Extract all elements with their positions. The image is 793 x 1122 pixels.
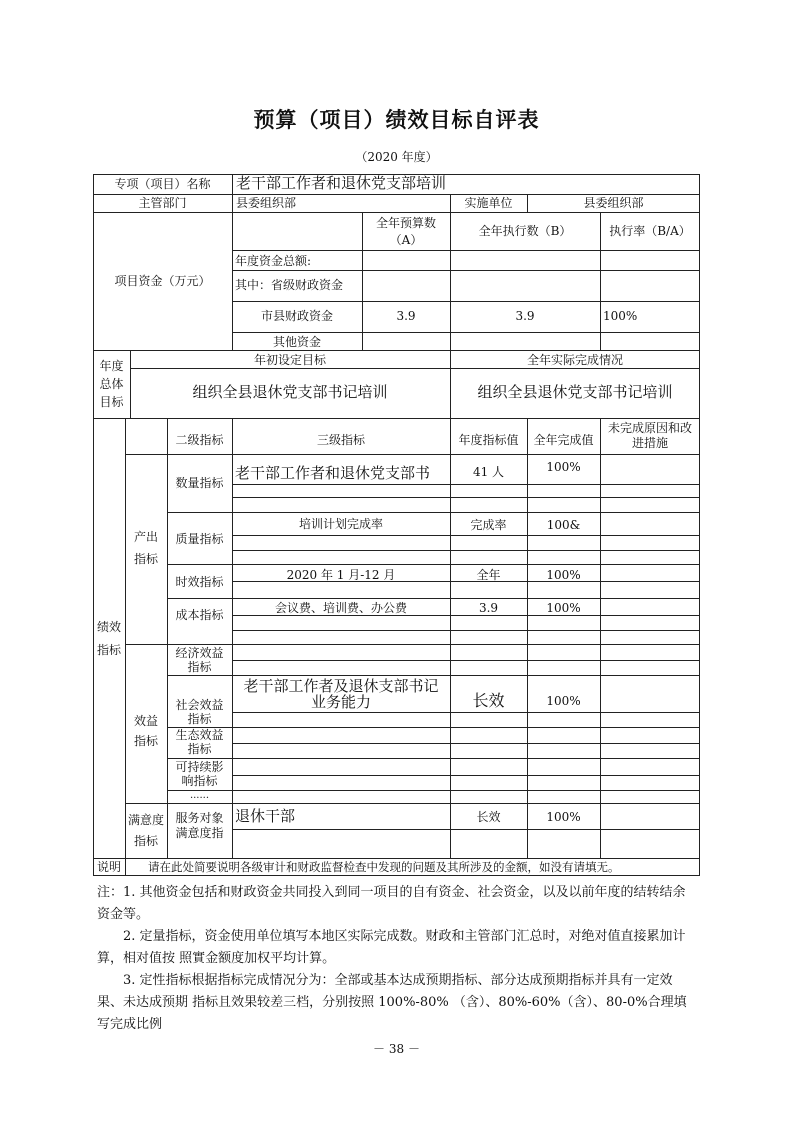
cost-l3: 会议费、培训费、办公费 [274,601,407,615]
remark-label: 说明 [96,860,121,874]
dept-label: 主管部门 [138,196,187,210]
social-l3-line2: 业务能力 [310,693,371,711]
satis-label-1: 满意度 [127,813,164,827]
social-target: 长效 [472,691,505,710]
quality-target: 完成率 [470,518,507,532]
note-2: 2. 定量指标，资金使用单位填写本地区实际完成数。财政和主管部门汇总时，对绝对值直接累加计算，相对值按 照實金额度加权平均计算。 [97,929,686,966]
goal-actual-header: 全年实际完成情况 [526,353,623,367]
sustain-label-1: 可持续影 [175,760,224,774]
row-province-label: 其中：省级财政资金 [235,278,344,292]
perf-label-2: 指标 [96,643,121,657]
note-1: 注：1. 其他资金包括和财政资金共同投入到同一项目的自有资金、社会资金，以及以前年度的结转结余资金等。 [97,885,686,922]
ellipsis-label: ...... [189,790,210,801]
perf-label-1: 绩效 [96,620,121,634]
service-target: 长效 [476,810,501,824]
col-reason-header-1: 未完成原因和改 [607,421,692,435]
notes [97,882,697,1036]
goal-label-2: 总体 [99,377,124,391]
page-title: 预算（项目）绩效目标自评表 [253,107,540,132]
timeliness-done: 100% [546,568,581,582]
quantity-done: 100% [546,460,581,474]
quality-done: 100& [546,518,581,532]
county-budget-value: 3.9 [396,309,416,323]
quality-label: 质量指标 [175,532,224,546]
output-label-1: 产出 [133,530,158,544]
social-label-1: 社会效益 [175,698,224,712]
sustain-label-2: 响指标 [181,774,218,788]
eco-label-2: 指标 [187,742,212,756]
col-l2-header: 二级指标 [175,433,224,447]
quantity-label: 数量指标 [175,476,224,490]
dept-value: 县委组织部 [236,196,297,210]
county-exec-value: 3.9 [515,309,535,323]
remark-text: 请在此处简要说明各级审计和财政监督检查中发现的问题及其所涉及的金额，如没有请填无。 [148,860,620,874]
county-rate-value: 100% [603,309,638,323]
impl-label: 实施单位 [464,196,513,210]
goal-set-header: 年初设定目标 [253,353,326,367]
service-l3: 退休干部 [235,807,296,825]
satis-label-2: 指标 [133,834,158,848]
service-label-1: 服务对象 [175,811,224,825]
col-budget-header: 全年预算数（A） [375,216,436,247]
benefit-label-2: 指标 [133,734,158,748]
impl-value: 县委组织部 [583,196,644,210]
quantity-target: 41 人 [472,465,505,479]
page-number: － 38 － [373,1042,420,1056]
col-reason-header-2: 进措施 [631,436,668,450]
goal-label-3: 目标 [99,395,124,409]
project-name-label: 专项（项目）名称 [114,177,211,191]
service-label-2: 满意度指 [175,826,224,840]
col-rate-header: 执行率（B/A） [609,224,691,238]
social-label-2: 指标 [187,712,212,726]
col-l3-header: 三级指标 [316,433,365,447]
econ-label-2: 指标 [187,660,212,674]
output-label-2: 指标 [133,552,158,566]
timeliness-l3: 2020 年 1 月-12 月 [286,568,396,582]
goal-actual-value: 组织全县退休党支部书记培训 [477,383,673,401]
timeliness-label: 时效指标 [175,575,224,589]
goal-set-value: 组织全县退休党支部书记培训 [192,383,388,401]
social-l3-line1: 老干部工作者及退休支部书记 [243,677,439,695]
cost-target: 3.9 [478,601,499,615]
benefit-label-1: 效益 [133,714,158,728]
eco-label-1: 生态效益 [175,728,224,742]
econ-label-1: 经济效益 [175,646,224,660]
row-county-label: 市县财政资金 [260,309,333,323]
project-name-value: 老干部工作者和退休党支部培训 [236,174,447,192]
service-done: 100% [546,810,581,824]
social-done: 100% [546,694,581,708]
col-done-header: 全年完成值 [533,433,594,447]
row-other-label: 其他资金 [272,335,321,349]
goal-label-1: 年度 [99,359,124,373]
year-subtitle: （2020 年度） [355,150,438,164]
note-3: 3. 定性指标根据指标完成情况分为：全部或基本达成预期指标、部分达成预期指标并具有一定效果、未达成预期 指标且效果较差三档，分别按照 100%-80% （含）、80%-60%（含）、80-0%合理填写完成比例 [97,973,687,1032]
quantity-l3: 老干部工作者和退休党支部书 [235,464,431,482]
timeliness-target: 全年 [476,568,501,582]
col-target-header: 年度指标值 [458,433,519,447]
cost-label: 成本指标 [175,608,224,622]
cost-done: 100% [546,601,581,615]
row-total-label: 年度资金总额: [235,254,312,268]
col-exec-header: 全年执行数（B） [478,224,572,238]
quality-l3: 培训计划完成率 [298,517,383,531]
funds-label: 项目资金（万元） [114,274,211,288]
